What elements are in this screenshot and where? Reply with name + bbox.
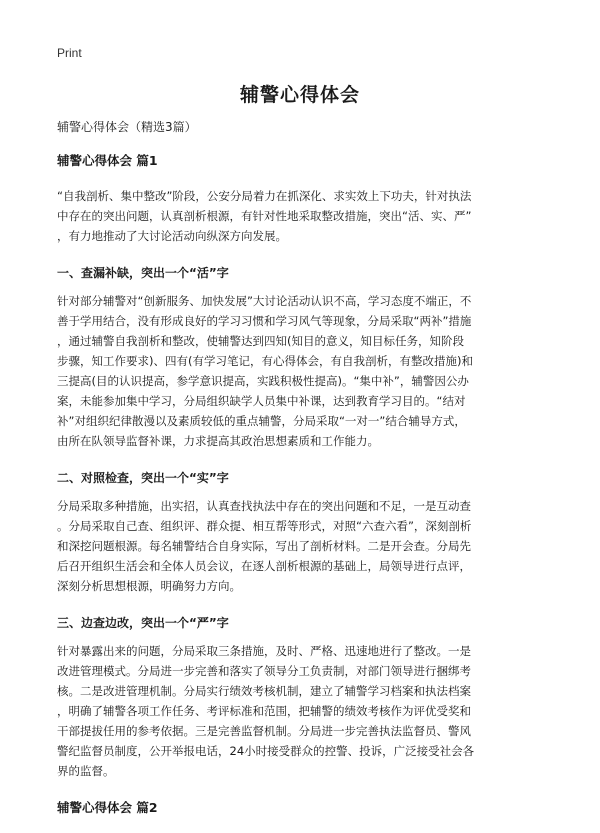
intro-paragraph bbox=[57, 186, 545, 246]
text-line: 中存在的突出问题，认真剖析根源，有针对性地采取整改措施，突出“活、实、严” bbox=[57, 209, 472, 223]
section-1-heading: 一、查漏补缺，突出一个“活”字 bbox=[57, 266, 229, 280]
part-1-heading: 辅警心得体会 篇1 bbox=[57, 153, 158, 168]
text-line: 界的监督。 bbox=[57, 764, 115, 778]
section-3-paragraph bbox=[57, 641, 545, 781]
section-1-paragraph bbox=[57, 291, 545, 451]
text-line: 核。二是改进管理机制。分局实行绩效考核机制，建立了辅警学习档案和执法档案 bbox=[57, 684, 471, 698]
text-line: 干部提拔任用的参考依据。三是完善监督机制。分局进一步完善执法监督员、警风 bbox=[57, 724, 471, 738]
text-line: 后召开组织生活会和全体人员会议，在逐人剖析根源的基础上，局领导进行点评， bbox=[57, 559, 471, 573]
document-title: 辅警心得体会 bbox=[239, 84, 360, 106]
part-2-heading: 辅警心得体会 篇2 bbox=[57, 800, 158, 815]
text-line: 针对部分辅警对“创新服务、加快发展”大讨论活动认识不高，学习态度不端正，不 bbox=[57, 294, 472, 308]
text-line: 针对暴露出来的问题，分局采取三条措施，及时、严格、迅速地进行了整改。一是 bbox=[57, 644, 471, 658]
text-line: 案，未能参加集中学习，分局组织缺学人员集中补课，达到教育学习目的。“结对 bbox=[57, 394, 466, 408]
text-line: ，明确了辅警各项工作任务、考评标准和范围，把辅警的绩效考核作为评优受奖和 bbox=[57, 704, 471, 718]
text-line: 改进管理模式。分局进一步完善和落实了领导分工负责制，对部门领导进行捆绑考 bbox=[57, 664, 471, 678]
text-line: 分局采取多种措施，出实招，认真查找执法中存在的突出问题和不足，一是互动查 bbox=[57, 499, 471, 513]
text-line: 。分局采取自己查、组织评、群众提、相互帮等形式，对照“六查六看”，深刻剖析 bbox=[57, 519, 472, 533]
text-line: 由所在队领导监督补课，力求提高其政治思想素质和工作能力。 bbox=[57, 434, 379, 448]
section-2-paragraph bbox=[57, 496, 545, 596]
text-line: 善于学用结合，没有形成良好的学习习惯和学习风气等现象，分局采取“两补”措施 bbox=[57, 314, 472, 328]
text-line: ，通过辅警自我剖析和整改，使辅警达到四知(知目的意义，知目标任务，知阶段 bbox=[57, 334, 464, 348]
text-line: 三提高(目的认识提高，参学意识提高，实践积极性提高)。“集中补”，辅警因公办 bbox=[57, 374, 469, 388]
text-line: 深刻分析思想根源，明确努力方向。 bbox=[57, 579, 241, 593]
text-line: 补”对组织纪律散漫以及素质较低的重点辅警，分局采取“一对一”结合辅导方式， bbox=[57, 414, 466, 428]
section-2-heading: 二、对照检查，突出一个“实”字 bbox=[57, 471, 229, 485]
text-line: ，有力地推动了大讨论活动向纵深方向发展。 bbox=[57, 229, 287, 243]
text-line: 步骤，知工作要求)、四有(有学习笔记，有心得体会，有自我剖析，有整改措施)和 bbox=[57, 354, 473, 368]
text-line: “自我剖析、集中整改”阶段，公安分局着力在抓深化、求实效上下功夫，针对执法 bbox=[57, 189, 472, 203]
text-line: 和深挖问题根源。每名辅警结合自身实际，写出了剖析材料。二是开会查。分局先 bbox=[57, 539, 471, 553]
print-link[interactable]: Print bbox=[57, 46, 82, 60]
document-subtitle: 辅警心得体会（精选3篇） bbox=[57, 120, 197, 134]
document-body bbox=[57, 117, 545, 833]
text-line: 警纪监督员制度，公开举报电话，24小时接受群众的控警、投诉，广泛接受社会各 bbox=[57, 744, 475, 758]
section-3-heading: 三、边查边改，突出一个“严”字 bbox=[57, 616, 229, 630]
